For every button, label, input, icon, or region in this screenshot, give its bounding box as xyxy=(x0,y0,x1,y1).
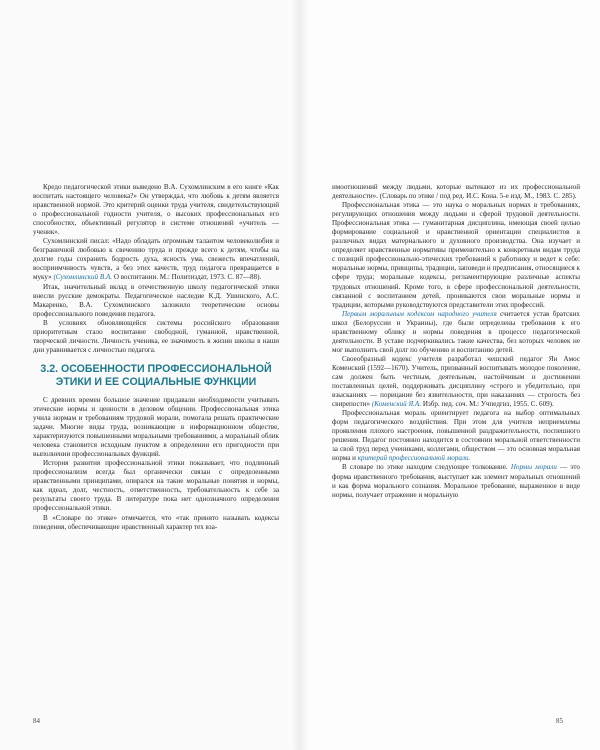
paragraph: История развития профессиональной этики показывает, что подлинный профессионализм всегда был органически связан с определенными нравственными принципами, опирался на такие моральные понятия и нормы, как идеал, долг, честность, ответственность, требовательность к себе за результаты своего труда. В литературе пока нет однозначного определения профессиональной этики. xyxy=(33,459,279,513)
page-number: 85 xyxy=(556,717,563,725)
paragraph: Сухомлинский писал: «Надо обладать огромным талантом человеколюбия и безграничной любовью к свечению труда и прежде всего к детям, чтобы на долгие годы сохранить бодрость духа, ясность ума, свежесть впечатлений, восприимчивость чувств, а без этих качеств, труд педагога превращается в муку» (Сухомлинский В.А. О воспитании. М.: Политиздат, 1973. С. 87—88). xyxy=(33,237,279,282)
left-page-text xyxy=(33,183,279,532)
paragraph: Кредо педагогической этики выведено В.А. Сухомлинским в его книге «Как воспитать настоящего человека?» Он утверждал, что любовь к детям является нравственной нормой. Это критерий оценки труда учителя, свидетельствующий о профессиональной годности учителя, о высоких профессиональных его способностях, объективный регулятор в системе отношений «учитель — ученик». xyxy=(33,183,279,237)
paragraph: имоотношений между людьми, которые вытекают из их профессиональной деятельности». (Словарь по этике / под ред. И.С. Кона. 5-е изд. М., 1983. С. 285). xyxy=(332,183,580,201)
paragraph: Профессиональная мораль ориентирует педагога на выбор оптимальных форм педагогического воздействия. При этом для учителя неприемлемы проявления плохого настроения, повышенной раздражительности, поспешного решения. Педагог постоянно находится в состоянии моральной ответственности за свой труд перед учениками, коллегами, обществом — это основная моральная норма и критерий профессиональной морали. xyxy=(332,409,580,463)
paragraph: Профессиональная этика — это наука о моральных нормах в требованиях, регулирующих отношения между людьми и сферой трудовой деятельности. Профессиональная этика — гуманитарная дисциплина, имеющая своей целью формирование социальной и нравственной ориентации специалистов в различных видах материального и духовного производства. Она изучает и определяет нравственные нормативы применительно к конкретным видам труда с позиций профессионально-этических требований к работнику и ведет к себе: моральные нормы, принципы, традиции, заповеди и предписания, относящиеся к сфере труда; моральные кодексы, регламентирующие различные аспекты трудовых отношений. Кроме того, в сфере профессиональной деятельности, связанной с воспитанием детей, проникаются свои моральные нормы и традиции, которыми руководствуются представители этих профессий. xyxy=(332,201,580,309)
page-number: 84 xyxy=(33,717,40,725)
paragraph: В условиях обновляющейся системы российского образования приоритетным стало воспитание свободной, гуманной, нравственной, творческой личности. Личность ученика, ее значимость в жизни школы в наши дни уравнивается с личностью педагога. xyxy=(33,318,279,354)
term-link: Первым моральным кодексом народного учителя xyxy=(342,309,497,318)
term-link: критерий профессиональной морали. xyxy=(357,454,471,463)
section-heading: 3.2. ОСОБЕННОСТИ ПРОФЕССИОНАЛЬНОЙ ЭТИКИ И ЕЕ СОЦИАЛЬНЫЕ ФУНКЦИИ xyxy=(40,362,272,388)
paragraph: Итак, значительный вклад в отечественную школу педагогической этики внесли русские демократы. Педагогическое наследие К.Д. Ушинского, А.С. Макаренко, В.А. Сухомлинского заложило теоретические основы профессионального поведения педагога. xyxy=(33,282,279,318)
book-gutter xyxy=(292,0,308,750)
paragraph: С древних времен большое значение придавали необходимости учитывать этические нормы и ценности в деловом общении. Профессиональная этика учила нормам и требованиям трудовой морали, помогала решать практические задачи. Многие виды труда, возникающие в информационном обществе, характеризуются повышенными моральными требованиями, а моральный облик человека становится исходным пунктом в определении его пригодности при выполнении профессиональных функций. xyxy=(33,395,279,459)
citation-link: (Сухомлинский В.А. xyxy=(53,273,113,282)
citation-link: (Коменский Я.А. xyxy=(371,400,422,409)
term-link: Нормы морали xyxy=(510,463,557,472)
paragraph: В словаре по этике находим следующее толкование. Нормы морали — это форма нравственного требования, выступает как элемент моральных отношений и как форма морального сознания. Моральное требование, выраженное в виде нормы, получает отражение и моральную xyxy=(332,463,580,499)
right-page-text xyxy=(332,183,580,500)
paragraph: Первым моральным кодексом народного учителя считается устав братских школ (Белоруссии и Украины), где были определены требования к его нравственному облику и нормы поведения в процессе педагогической деятельности. В уставе подчеркивались такие качества, без которых человек не мог выполнить свой долг по обучению и воспитанию детей. xyxy=(332,309,580,354)
paragraph: В «Словаре по этике» отмечается, что «так принято называть кодексы поведения, обеспечивающие нравственный характер тех вза- xyxy=(33,513,279,531)
paragraph: Своеобразный кодекс учителя разработал чешский педагог Ян Амос Коменский (1592—1670). Учитель, призванный воспитывать молодое поколение, сам должен быть честным, деятельным, настойчивым и достижении поставленных целей, поддерживать дисциплину «строго и убедительно, при взысканиях — порицание без язвительности, при наказаниях — строгость без свирепости» (Коменский Я.А. Избр. пед. соч. М.: Учпедгиз, 1955. С. 609). xyxy=(332,354,580,409)
right-page xyxy=(300,0,600,750)
